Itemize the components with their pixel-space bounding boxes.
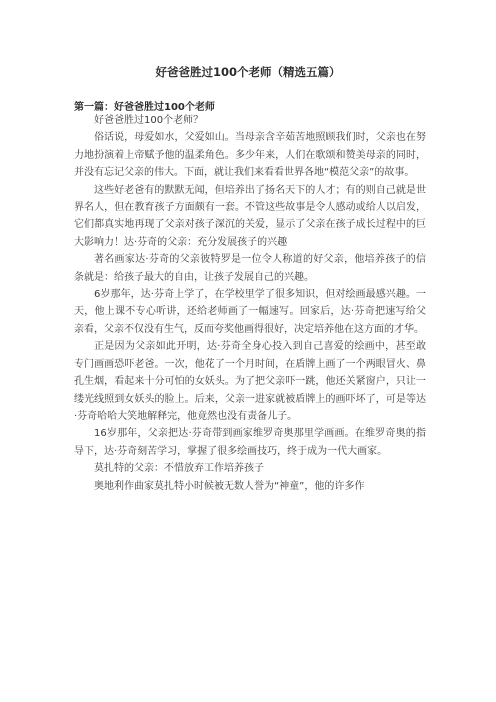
paragraph: 正是因为父亲如此开明，达·芬奇全身心投入到自己喜爱的绘画中，甚至敢专门画画恐吓老爸。一次，他花了一个月时间，在盾牌上画了一个两眼冒火、鼻孔生烟，看起来十分可怕的女妖头。为了把父亲吓一跳，他还关紧窗户，只让一缕光线照到女妖头的脸上。后来，父亲一进家就被盾牌上的画吓坏了，可是等达·芬奇哈哈大笑地解释完，他竟然也没有责备儿子。 (74, 341, 426, 422)
section-heading: 第一篇：好爸爸胜过100个老师 (74, 102, 215, 113)
subheading-paragraph: 莫扎特的父亲：不惜放弃工作培养孩子 (94, 463, 264, 475)
paragraph: 俗话说，母爱如水，父爱如山。当母亲含辛茹苦地照顾我们时，父亲也在努力地扮演着上帝赋予他的温柔角色。多少年来，人们在歌颂和赞美母亲的同时，并没有忘记父亲的伟大。下面，就让我们来看看世界各地“模范父亲”的故事。 (74, 132, 426, 179)
paragraph: 16岁那年，父亲把达·芬奇带到画家维罗奇奥那里学画画。在维罗奇奥的指导下，达·芬奇刻苦学习，掌握了很多绘画技巧，终于成为一代大画家。 (74, 428, 426, 457)
document-body (74, 112, 426, 495)
paragraph: 奥地利作曲家莫扎特小时候被无数人誉为“神童”，他的许多作 (94, 480, 365, 492)
document-title: 好爸爸胜过100个老师（精选五篇） (155, 65, 341, 79)
paragraph-subtitle: 好爸爸胜过100个老师？ (94, 115, 204, 126)
paragraph: 著名画家达·芬奇的父亲彼特罗是一位令人称道的好父亲，他培养孩子的信条就是：给孩子最大的自由，让孩子发展自己的兴趣。 (74, 254, 426, 283)
paragraph: 这些好老爸有的默默无闻，但培养出了扬名天下的人才；有的则自己就是世界名人，但在教育孩子方面颇有一套。不管这些故事是令人感动或给人以启发，它们都真实地再现了父亲对孩子深沉的关爱，显示了父亲在孩子成长过程中的巨大影响力！达·芬奇的父亲：充分发展孩子的兴趣 (74, 184, 426, 248)
paragraph: 6岁那年，达·芬奇上学了，在学校里学了很多知识，但对绘画最感兴趣。一天，他上课不专心听讲，还给老师画了一幅速写。回家后，达·芬奇把速写给父亲看，父亲不仅没有生气，反而夸奖他画得很好，决定培养他在这方面的才华。 (74, 289, 426, 335)
